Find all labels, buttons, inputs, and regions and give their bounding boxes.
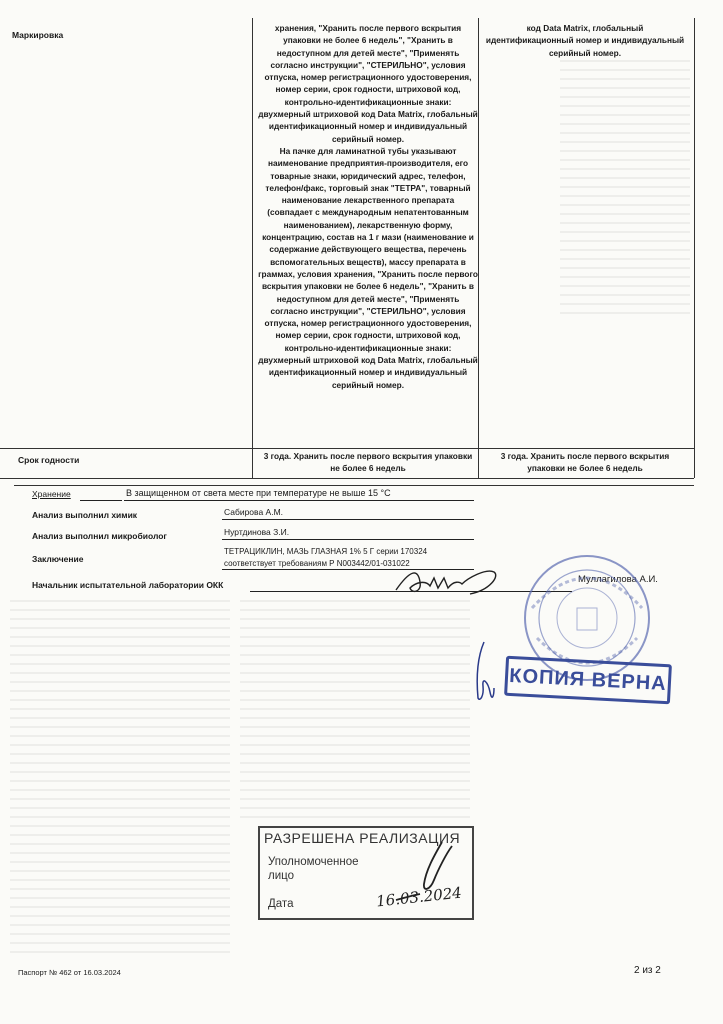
row-label-marking: Маркировка — [12, 30, 64, 40]
marking-paragraph: На пачке для ламинатной тубы указывают наименование предприятия-производителя, его товарные знаки, юридический адрес, телефон, телефон/факс, торговый знак "ТЕТРА", товарный наименование лекарственного препарата (совпадает с международным непатентованным наименованием), лекарственную форму, концентрацию, состав на 1 г мази (наименование и содержание действующего вещества, перечень вспомогательных веществ), массу препарата в граммах, условия хранения, "Хранить после первого вскрытия упаковки не более 6 недель", "Хранить в недоступном для детей месте", "Применять согласно инструкции", "СТЕРИЛЬНО", условия отпуска, номер регистрационного удостоверения, номер серии, срок годности, штриховой код, контрольно-идентификационные знаки: двухмерный штриховой код Data Matrix, глобальный идентификационный номер и индивидуальный серийный номер. — [258, 145, 478, 390]
table-divider — [252, 18, 253, 478]
microbiologist-name: Нуртдинова З.И. — [224, 527, 290, 537]
signature-icon — [466, 636, 506, 708]
release-stamp-label: лицо — [268, 870, 294, 882]
marking-text — [258, 22, 478, 391]
release-stamp-label: Дата — [268, 898, 294, 910]
conclusion-line: соответствует требованиям Р N003442/01-031022 — [224, 559, 410, 568]
table-divider — [0, 478, 694, 479]
release-stamp-date: 16.03.2024 — [375, 883, 463, 911]
signature-icon — [390, 836, 470, 906]
lab-head-name: Муллагилова А.И. — [578, 574, 658, 585]
marking-spec-text: код Data Matrix, глобальный идентификационный номер и индивидуальный серийный номер. — [485, 23, 685, 58]
storage-value: В защищенном от света месте при температуре не выше 15 °С — [126, 488, 391, 498]
bleed-through-area — [10, 600, 230, 960]
underline — [222, 519, 474, 520]
marking-paragraph: хранения, "Хранить после первого вскрытия упаковки не более 6 недель", "Хранить в недоступном для детей месте", "Применять согласно инструкции", "СТЕРИЛЬНО", условия отпуска, номер регистрационного удостоверения, номер серии, срок годности, штриховой код, контрольно-идентификационные знаки: двухмерный штриховой код Data Matrix, глобальный идентификационный номер и индивидуальный серийный номер. — [258, 23, 478, 144]
page-number: 2 из 2 — [634, 965, 661, 976]
table-divider — [0, 448, 694, 449]
copy-verified-stamp: КОПИЯ ВЕРНА — [504, 656, 672, 705]
lab-head-label: Начальник испытательной лаборатории ОКК — [32, 580, 224, 590]
bleed-through-area — [240, 600, 470, 820]
passport-footer: Паспорт № 462 от 16.03.2024 — [18, 968, 121, 977]
storage-label: Хранение — [32, 489, 71, 499]
underline — [124, 500, 474, 501]
table-divider — [694, 18, 695, 478]
row-label-shelf-life: Срок годности — [18, 455, 80, 465]
underline — [80, 500, 122, 501]
microbiologist-label: Анализ выполнил микробиолог — [32, 531, 167, 541]
release-stamp-title: РАЗРЕШЕНА РЕАЛИЗАЦИЯ — [264, 830, 461, 846]
signature-icon — [390, 560, 510, 600]
chemist-label: Анализ выполнил химик — [32, 510, 138, 520]
table-divider — [478, 18, 479, 478]
underline — [222, 539, 474, 540]
shelf-life-spec: 3 года. Хранить после первого вскрытия упаковки не более 6 недель — [500, 451, 670, 474]
specification-table — [0, 18, 694, 478]
chemist-name: Сабирова А.М. — [224, 507, 284, 517]
release-stamp-label: Уполномоченное — [268, 856, 359, 868]
conclusion-label: Заключение — [32, 554, 84, 564]
shelf-life-text: 3 года. Хранить после первого вскрытия упаковки не более 6 недель — [263, 451, 473, 474]
section-divider — [14, 485, 694, 486]
conclusion-line: ТЕТРАЦИКЛИН, МАЗЬ ГЛАЗНАЯ 1% 5 Г серии 170324 — [224, 547, 428, 556]
